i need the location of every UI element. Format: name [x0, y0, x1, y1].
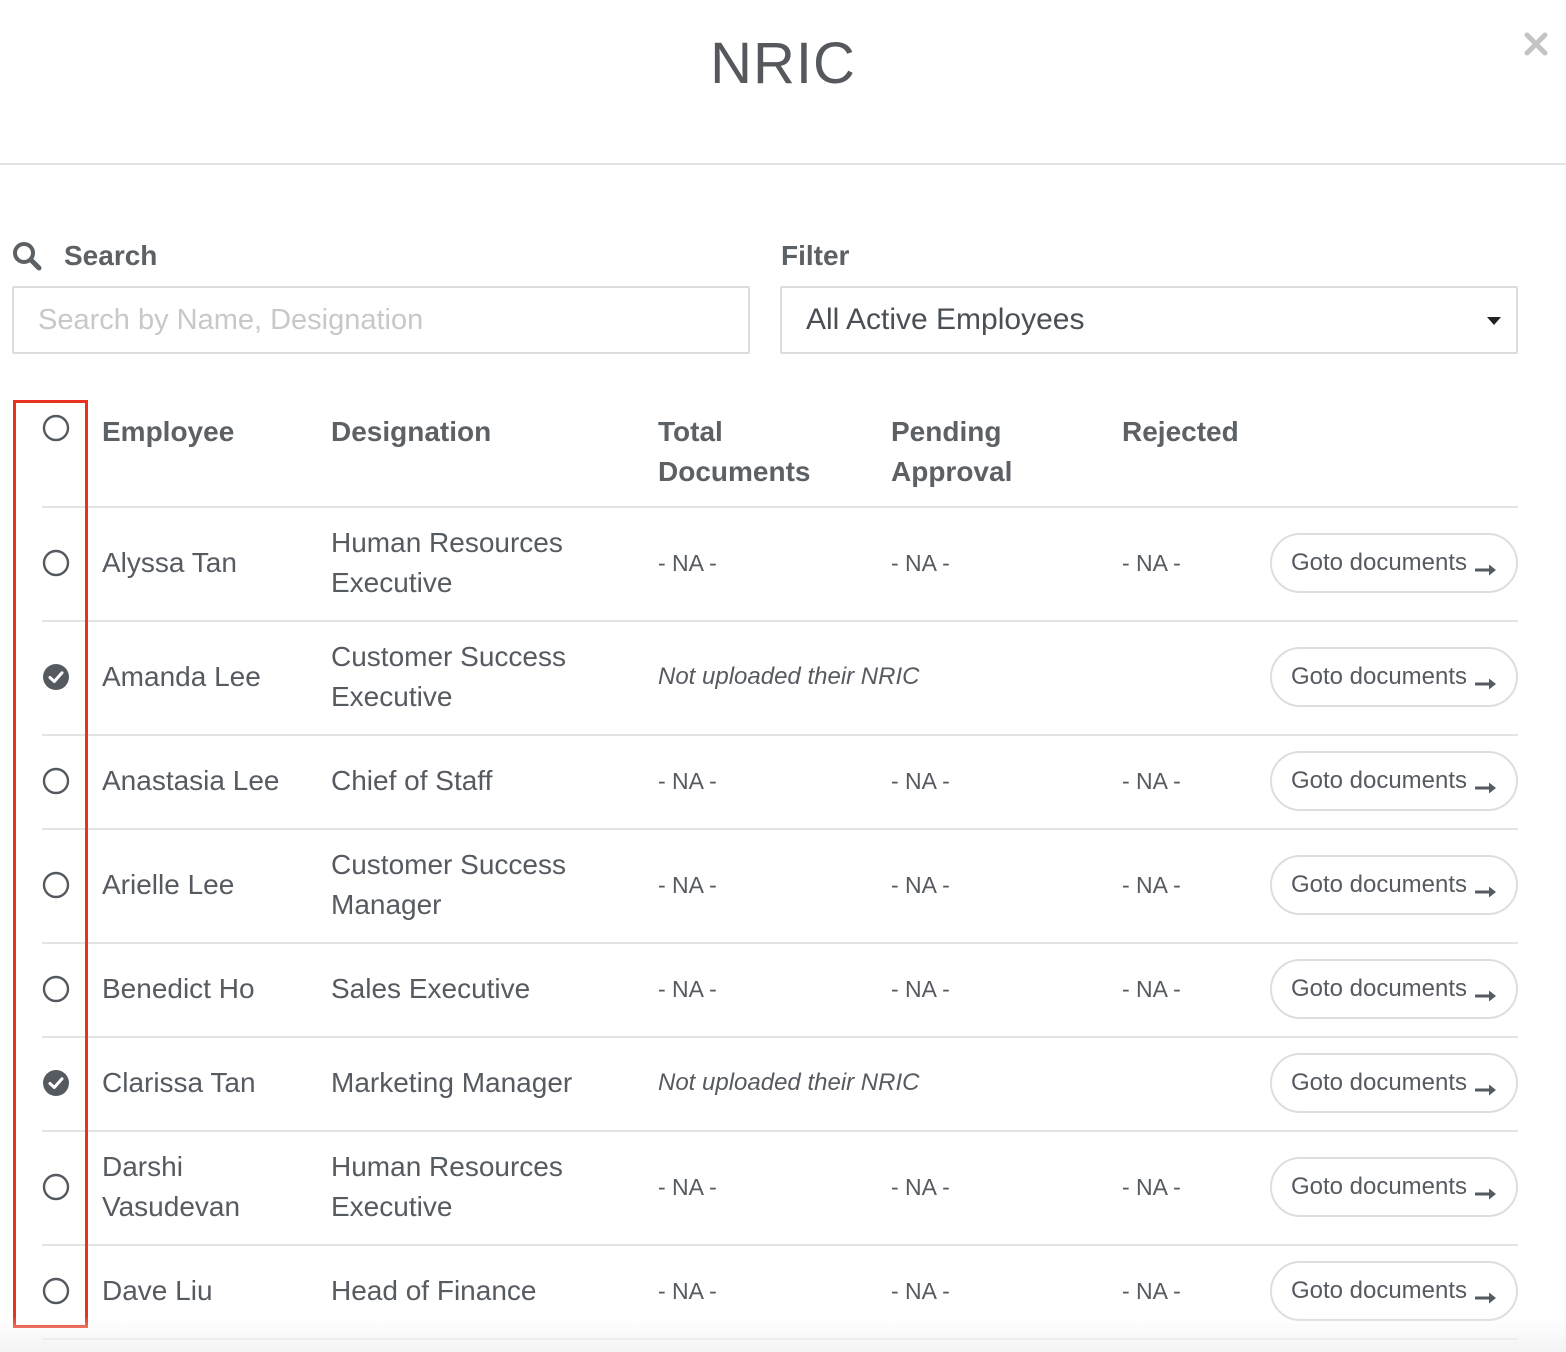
designation	[331, 845, 566, 925]
rejected-count: - NA -	[1122, 550, 1181, 576]
designation-line1: Sales Executive	[331, 973, 531, 1004]
row-select-radio[interactable]	[42, 1173, 70, 1201]
goto-documents-button[interactable]	[1270, 751, 1518, 811]
pending-approval: - NA -	[891, 1174, 950, 1200]
table-header	[0, 400, 1566, 507]
designation-line1: Chief of Staff	[331, 765, 493, 796]
goto-documents-button[interactable]	[1270, 647, 1518, 707]
rejected-count: - NA -	[1122, 1174, 1181, 1200]
total-documents: - NA -	[658, 872, 717, 898]
designation-line1: Customer Success	[331, 849, 566, 880]
table-row	[0, 828, 1566, 942]
row-select-radio[interactable]	[42, 871, 70, 899]
arrow-right-icon	[1475, 774, 1497, 788]
arrow-right-icon	[1475, 982, 1497, 996]
goto-documents-label: Goto documents	[1290, 1277, 1468, 1304]
arrow-right-icon	[1475, 1180, 1497, 1194]
header-total-line2: Documents	[658, 456, 811, 487]
arrow-right-icon	[1475, 1076, 1497, 1090]
employee-name-line1: Arielle Lee	[102, 869, 235, 900]
row-divider	[42, 1130, 1518, 1132]
goto-documents-label: Goto documents	[1290, 663, 1468, 690]
caret-down-icon	[1486, 316, 1502, 326]
header-pending-line2: Approval	[891, 456, 1013, 487]
header-pending-approval	[891, 412, 1012, 492]
not-uploaded-note: Not uploaded their NRIC	[658, 663, 920, 690]
row-select-radio[interactable]	[42, 975, 70, 1003]
designation-line1: Marketing Manager	[331, 1067, 573, 1098]
designation-line2: Executive	[331, 1191, 453, 1222]
arrow-right-icon	[1475, 1284, 1497, 1298]
total-documents: - NA -	[658, 550, 717, 576]
goto-documents-label: Goto documents	[1290, 1173, 1468, 1200]
header-pending-line1: Pending	[891, 416, 1002, 447]
employee-name-line1: Amanda Lee	[102, 661, 261, 692]
employee-name	[102, 1271, 213, 1311]
row-select-radio[interactable]	[42, 549, 70, 577]
employee-name-line1: Alyssa Tan	[102, 547, 237, 578]
rejected-count: - NA -	[1122, 976, 1181, 1002]
designation	[331, 1147, 563, 1227]
header-total-line1: Total	[658, 416, 723, 447]
pending-approval: - NA -	[891, 1278, 950, 1304]
goto-documents-label: Goto documents	[1290, 549, 1468, 576]
row-select-radio[interactable]	[42, 1069, 70, 1097]
search-label	[12, 238, 157, 274]
total-documents: - NA -	[658, 768, 717, 794]
close-button[interactable]	[1518, 26, 1554, 62]
row-divider	[42, 1036, 1518, 1038]
employee-name	[102, 969, 255, 1009]
pending-approval: - NA -	[891, 768, 950, 794]
designation	[331, 969, 530, 1009]
employee-name-line1: Dave Liu	[102, 1275, 213, 1306]
employee-name	[102, 657, 261, 697]
designation	[331, 523, 563, 603]
goto-documents-button[interactable]	[1270, 1261, 1518, 1321]
total-documents: - NA -	[658, 1278, 717, 1304]
not-uploaded-note: Not uploaded their NRIC	[658, 1069, 920, 1096]
row-divider	[42, 828, 1518, 830]
table-row	[0, 1130, 1566, 1244]
designation-line1: Human Resources	[331, 1151, 563, 1182]
table-row	[0, 506, 1566, 620]
goto-documents-label: Goto documents	[1290, 767, 1468, 794]
goto-documents-label: Goto documents	[1290, 871, 1468, 898]
goto-documents-button[interactable]	[1270, 1053, 1518, 1113]
arrow-right-icon	[1475, 556, 1497, 570]
row-divider	[42, 506, 1518, 508]
row-select-radio[interactable]	[42, 767, 70, 795]
table-row	[0, 620, 1566, 734]
select-all-radio[interactable]	[42, 414, 70, 442]
designation	[331, 637, 566, 717]
table-row	[0, 734, 1566, 828]
header-rejected: Rejected	[1122, 416, 1239, 447]
row-divider	[42, 734, 1518, 736]
designation-line2: Executive	[331, 681, 453, 712]
employee-name-line1: Darshi	[102, 1151, 183, 1182]
table-row	[0, 942, 1566, 1036]
goto-documents-button[interactable]	[1270, 959, 1518, 1019]
search-input[interactable]	[12, 286, 750, 354]
arrow-right-icon	[1475, 878, 1497, 892]
row-divider	[42, 620, 1518, 622]
employee-name-line1: Clarissa Tan	[102, 1067, 256, 1098]
goto-documents-label: Goto documents	[1290, 1069, 1468, 1096]
search-icon	[12, 241, 42, 271]
employee-name-line1: Anastasia Lee	[102, 765, 280, 796]
goto-documents-label: Goto documents	[1290, 975, 1468, 1002]
goto-documents-button[interactable]	[1270, 855, 1518, 915]
rejected-count: - NA -	[1122, 1278, 1181, 1304]
goto-documents-button[interactable]	[1270, 533, 1518, 593]
designation	[331, 1271, 536, 1311]
employee-name	[102, 865, 234, 905]
employee-name	[102, 1063, 256, 1103]
designation-line1: Human Resources	[331, 527, 563, 558]
row-divider	[42, 1244, 1518, 1246]
total-documents: - NA -	[658, 1174, 717, 1200]
goto-documents-button[interactable]	[1270, 1157, 1518, 1217]
row-select-radio[interactable]	[42, 663, 70, 691]
filter-selected-value: All Active Employees	[806, 303, 1085, 336]
employee-name-line2: Vasudevan	[102, 1191, 241, 1222]
row-select-radio[interactable]	[42, 1277, 70, 1305]
header-designation: Designation	[331, 416, 492, 447]
employee-name	[102, 543, 237, 583]
designation-line2: Executive	[331, 567, 453, 598]
designation-line1: Head of Finance	[331, 1275, 537, 1306]
header-total-documents	[658, 412, 810, 492]
total-documents: - NA -	[658, 976, 717, 1002]
designation-line2: Manager	[331, 889, 442, 920]
arrow-right-icon	[1475, 670, 1497, 684]
search-label-text: Search	[64, 240, 158, 271]
rejected-count: - NA -	[1122, 872, 1181, 898]
employee-name	[102, 761, 279, 801]
header-employee: Employee	[102, 416, 235, 447]
modal-title: NRIC	[710, 31, 856, 96]
rejected-count: - NA -	[1122, 768, 1181, 794]
pending-approval: - NA -	[891, 872, 950, 898]
filter-label: Filter	[781, 240, 850, 271]
close-icon	[1518, 26, 1554, 62]
designation-line1: Customer Success	[331, 641, 566, 672]
designation	[331, 761, 492, 801]
table-bottom-divider	[42, 1338, 1518, 1340]
row-divider	[42, 942, 1518, 944]
table-row	[0, 1244, 1566, 1338]
filter-select[interactable]	[780, 286, 1518, 354]
pending-approval: - NA -	[891, 976, 950, 1002]
employee-name	[102, 1147, 240, 1227]
modal-header	[0, 0, 1566, 165]
employee-name-line1: Benedict Ho	[102, 973, 255, 1004]
designation	[331, 1063, 572, 1103]
table-row	[0, 1036, 1566, 1130]
pending-approval: - NA -	[891, 550, 950, 576]
